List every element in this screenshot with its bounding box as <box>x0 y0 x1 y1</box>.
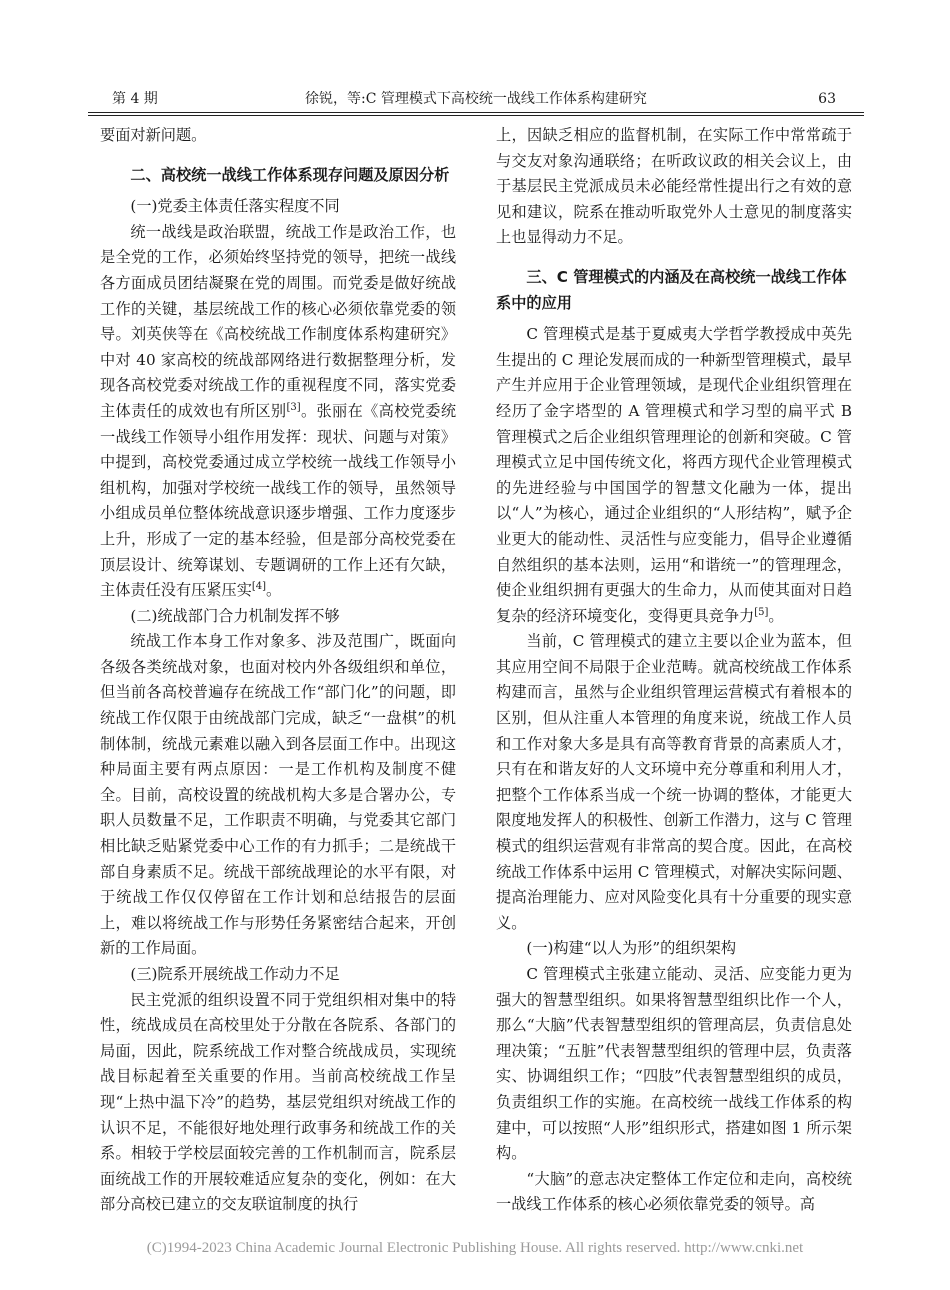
page-number: 63 <box>818 91 836 107</box>
paragraph: 要面对新问题。 <box>100 126 207 144</box>
subsection-heading-3: (三)院系开展统战工作动力不足 <box>130 965 340 983</box>
paragraph: C 管理模式主张建立能动、灵活、应变能力更为强大的智慧型组织。如果将智慧型组织比作一个人，那么“大脑”代表智慧型组织的管理高层，负责信息处理决策；“五脏”代表智慧型组织的管理中层，负责落实、协调组织工作；“四肢”代表智慧型组织的成员，负责组织工作的实施。在高校统一战线工作体系的构建中，可以按照“人形”组织形式，搭建如图 1 所示架构。 <box>496 965 852 1163</box>
paragraph-text: 统一战线是政治联盟，统战工作是政治工作，也是全党的工作，必须始终坚持党的领导，把统一战线各方面成员团结凝聚在党的周围。而党委是做好统战工作的关键，基层统战工作的核心必须依靠党委的领导。刘英侠等在《高校统战工作制度体系构建研究》中对 40 家高校的统战部网络进行数据整理分析，发现各高校党委对统战工作的重视程度不同，落实党委主体责任的成效也有所区别 <box>100 222 456 420</box>
copyright-footer: (C)1994-2023 China Academic Journal Electronic Publishing House. All rights reserved. http://www.cnki.net <box>146 1240 804 1256</box>
section-heading-2: 二、高校统一战线工作体系现存问题及原因分析 <box>130 165 450 184</box>
header-rule-top <box>88 112 864 113</box>
paragraph-text: 。张丽在《高校党委统一战线工作领导小组作用发挥：现状、问题与对策》中提到，高校党委通过成立学校统一战线工作领导小组机构，加强对学校统一战线工作的领导，虽然领导小组成员单位整体统战意识逐步增强、工作力度逐步上升，形成了一定的基本经验，但是部分高校党委在顶层设计、统筹谋划、专题调研的工作上还有欠缺，主体责任没有压紧压实 <box>100 401 457 600</box>
paragraph: 当前，C 管理模式的建立主要以企业为蓝本，但其应用空间不局限于企业范畴。就高校统战工作体系构建而言，虽然与企业组织管理运营模式有着根本的区别，但从注重人本管理的角度来说，统战工作人员和工作对象大多是具有高等教育背景的高素质人才，只有在和谐友好的人文环境中充分尊重和利用人才，把整个工作体系当成一个统一协调的整体，才能更大限度地发挥人的积极性、创新工作潜力，这与 C 管理模式的组织运营观有非常高的契合度。因此，在高校统战工作体系中运用 C 管理模式，对解决实际问题、提高治理能力、应对风险变化具有十分重要的现实意义。 <box>496 632 852 932</box>
running-header <box>88 84 864 114</box>
paragraph-text: 。 <box>266 581 282 600</box>
paragraph <box>496 322 852 629</box>
paragraph: 民主党派的组织设置不同于党组织相对集中的特性，统战成员在高校里处于分散在各院系、各部门的局面，因此，院系统战工作对整合统战成员，实现统战目标起着至关重要的作用。当前高校统战工作呈现“上热中温下冷”的趋势，基层党组织对统战工作的认识不足，不能很好地处理行政事务和统战工作的关系。相较于学校层面较完善的工作机制而言，院系层面统战工作的开展较难适应复杂的变化，例如：在大部分高校已建立的交友联谊制度的执行 <box>100 990 456 1214</box>
subsection-heading-2: (二)统战部门合力机制发挥不够 <box>130 606 340 625</box>
paragraph-text: C 管理模式是基于夏威夷大学哲学教授成中英先生提出的 C 理论发展而成的一种新型管理模式，最早产生并应用于企业管理领域，是现代企业组织管理在经历了金字塔型的 A 管理模式和学习型的扁平式 B 管理模式之后企业组织管理理论的创新和突破。C 管理模式立足中国传统文化，将西方现代企业管理模式的先进经验与中国国学的智慧文化融为一体，提出以“人”为核心，通过企业组织的“人形结构”，赋予企业更大的能动性、灵活性与应变能力，倡导企业遵循自然组织的基本法则，运用“和谐统一”的管理理念，使企业组织拥有更强大的生命力，从而使其面对日趋复杂的经济环境变化，变得更具竞争力 <box>496 325 852 625</box>
subsection-heading-1: (一)党委主体责任落实程度不同 <box>130 197 340 216</box>
citation-ref[interactable]: [4] <box>251 581 267 593</box>
citation-ref[interactable]: [5] <box>754 606 769 618</box>
header-rule-bottom <box>88 115 864 116</box>
section-heading-3: 三、C 管理模式的内涵及在高校统一战线工作体系中的应用 <box>496 267 847 312</box>
issue-number: 第 4 期 <box>112 91 158 107</box>
running-title: 徐锐，等:C 管理模式下高校统一战线工作体系构建研究 <box>305 91 647 107</box>
right-column <box>496 123 852 1218</box>
paragraph: 上，因缺乏相应的监督机制，在实际工作中常常疏于与交友对象沟通联络；在听政议政的相关会议上，由于基层民主党派成员未必能经常性提出行之有效的意见和建议，院系在推动听取党外人士意见的制度落实上也显得动力不足。 <box>496 126 852 247</box>
paragraph <box>100 220 456 604</box>
paragraph: “大脑”的意志决定整体工作定位和走向，高校统一战线工作体系的核心必须依靠党委的领导。高 <box>496 1169 852 1214</box>
paragraph: 统战工作本身工作对象多、涉及范围广，既面向各级各类统战对象，也面对校内外各级组织和单位，但当前各高校普遍存在统战工作“部门化”的问题，即统战工作仅限于由统战部门完成，缺乏“一盘棋”的机制体制，统战元素难以融入到各层面工作中。出现这种局面主要有两点原因：一是工作机构及制度不健全。目前，高校设置的统战机构大多是合署办公，专职人员数量不足，工作职责不明确，与党委其它部门相比缺乏贴紧党委中心工作的有力抓手；二是统战干部自身素质不足。统战干部统战理论的水平有限，对于统战工作仅仅停留在工作计划和总结报告的层面上，难以将统战工作与形势任务紧密结合起来，开创新的工作局面。 <box>100 632 456 958</box>
left-column <box>100 123 456 1218</box>
subsection-heading-4: (一)构建“以人为形”的组织架构 <box>526 939 737 958</box>
citation-ref[interactable]: [3] <box>286 401 301 413</box>
paragraph-text: 。 <box>768 606 784 625</box>
